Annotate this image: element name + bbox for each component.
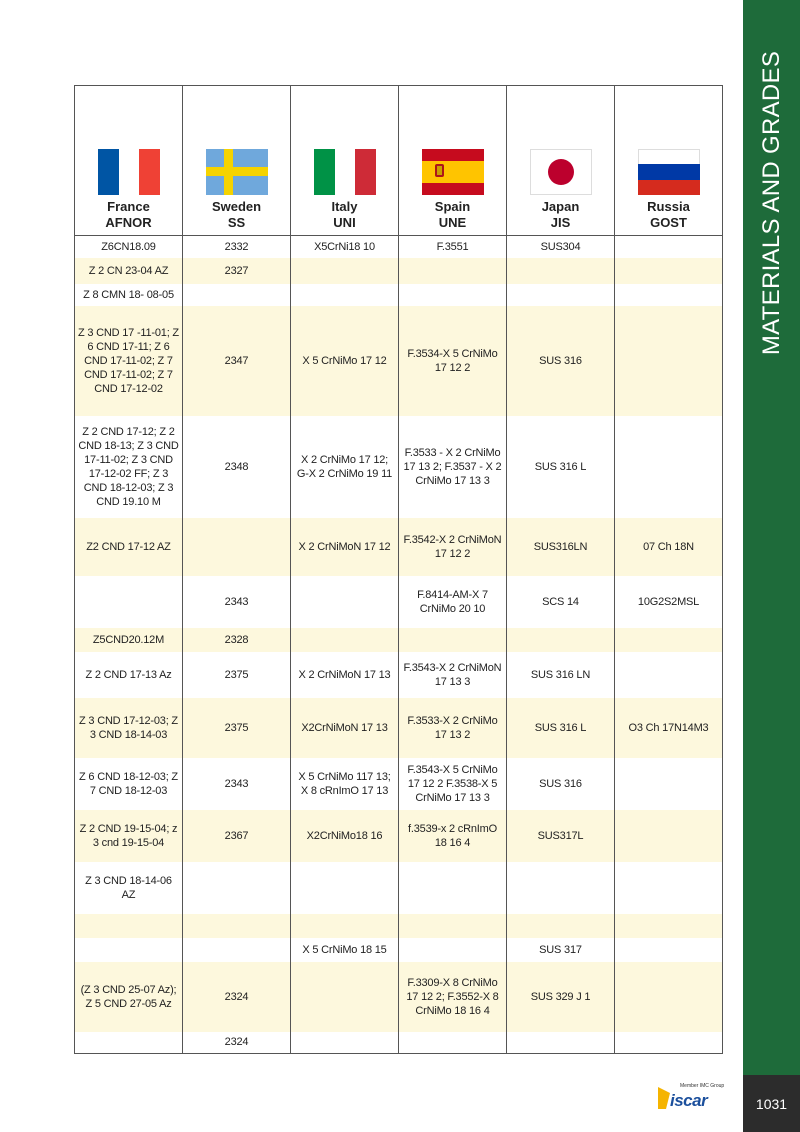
standard-name: AFNOR: [105, 215, 152, 230]
grade-cell: Z 2 CND 17-13 Az: [75, 652, 183, 698]
grade-cell: [507, 914, 615, 938]
country-name: Spain: [434, 199, 471, 214]
grade-cell: [399, 862, 507, 914]
grade-cell: SUS 316 L: [507, 416, 615, 518]
iscar-logo: [658, 1083, 725, 1113]
grade-cell: F.3543-X 2 CrNiMoN 17 13 3: [399, 652, 507, 698]
country-name: Japan: [541, 199, 580, 214]
grade-cell: 07 Ch 18N: [615, 518, 723, 576]
grade-cell: [399, 914, 507, 938]
grade-cell: Z 8 CMN 18- 08-05: [75, 284, 183, 306]
japan-flag-icon: [530, 149, 592, 195]
table-header-row: [75, 86, 723, 236]
grade-cell: (Z 3 CND 25-07 Az); Z 5 CND 27-05 Az: [75, 962, 183, 1032]
grade-cell: 2375: [183, 698, 291, 758]
grade-cell: [291, 258, 399, 284]
table-row: [75, 758, 723, 810]
italy-flag-icon: [314, 149, 376, 195]
sweden-flag-icon: [206, 149, 268, 195]
grade-cell: [507, 284, 615, 306]
grade-cell: [291, 284, 399, 306]
table-row: [75, 284, 723, 306]
spain-flag-icon: [422, 149, 484, 195]
col-header-france: [75, 86, 183, 236]
standard-name: GOST: [650, 215, 687, 230]
grade-cell: SUS304: [507, 236, 615, 258]
col-header-japan: [507, 86, 615, 236]
grade-cell: [399, 284, 507, 306]
grade-cell: [291, 962, 399, 1032]
grade-cell: X5CrNi18 10: [291, 236, 399, 258]
grade-cell: [399, 938, 507, 962]
grade-cell: Z 2 CND 19-15-04; z 3 cnd 19-15-04: [75, 810, 183, 862]
grade-cell: 10G2S2MSL: [615, 576, 723, 628]
france-flag-icon: [98, 149, 160, 195]
grade-cell: [183, 284, 291, 306]
table-row: [75, 306, 723, 416]
material-grades-table: [74, 85, 723, 1054]
table-row: [75, 628, 723, 652]
grade-cell: [291, 914, 399, 938]
standard-name: UNE: [438, 215, 467, 230]
grade-cell: X 5 CrNiMo 18 15: [291, 938, 399, 962]
logo-wordmark: iscar: [670, 1091, 708, 1110]
grade-cell: [291, 1032, 399, 1054]
table-row: [75, 1032, 723, 1054]
grade-cell: [615, 758, 723, 810]
grade-cell: [615, 258, 723, 284]
grade-cell: 2327: [183, 258, 291, 284]
grade-cell: F.3533 - X 2 CrNiMo 17 13 2; F.3537 - X 2 CrNiMo 17 13 3: [399, 416, 507, 518]
table-row: [75, 862, 723, 914]
grade-cell: SUS317L: [507, 810, 615, 862]
grade-cell: 2347: [183, 306, 291, 416]
section-title: MATERIALS AND GRADES: [757, 50, 785, 356]
table-row: [75, 652, 723, 698]
col-header-italy: [291, 86, 399, 236]
grade-cell: F.3542-X 2 CrNiMoN 17 12 2: [399, 518, 507, 576]
standard-name: SS: [227, 215, 246, 230]
grade-cell: X 5 CrNiMo 117 13; X 8 cRnImO 17 13: [291, 758, 399, 810]
grade-cell: 2324: [183, 962, 291, 1032]
standard-name: JIS: [550, 215, 571, 230]
grade-cell: [615, 416, 723, 518]
grade-cell: 2367: [183, 810, 291, 862]
grade-cell: [183, 938, 291, 962]
grade-cell: [183, 518, 291, 576]
grade-cell: [399, 628, 507, 652]
table-row: [75, 810, 723, 862]
grade-cell: Z 6 CND 18-12-03; Z 7 CND 18-12-03: [75, 758, 183, 810]
grade-cell: F.3533-X 2 CrNiMo 17 13 2: [399, 698, 507, 758]
page-number: 1031: [743, 1075, 800, 1132]
grade-cell: Z 3 CND 17 -11-01; Z 6 CND 17-11; Z 6 CND 17-11-02; Z 7 CND 17-11-02; Z 7 CND 17-12-02: [75, 306, 183, 416]
grade-cell: SUS 329 J 1: [507, 962, 615, 1032]
grade-cell: Z 3 CND 17-12-03; Z 3 CND 18-14-03: [75, 698, 183, 758]
grade-cell: X2CrNiMo18 16: [291, 810, 399, 862]
grade-cell: SUS 316: [507, 758, 615, 810]
grade-cell: F.3534-X 5 CrNiMo 17 12 2: [399, 306, 507, 416]
country-name: Russia: [647, 199, 690, 214]
grade-cell: SUS316LN: [507, 518, 615, 576]
grade-cell: X2CrNiMoN 17 13: [291, 698, 399, 758]
grade-cell: Z 3 CND 18-14-06 AZ: [75, 862, 183, 914]
grade-cell: SUS 316 LN: [507, 652, 615, 698]
table-row: [75, 236, 723, 258]
col-header-spain: [399, 86, 507, 236]
grade-cell: [291, 628, 399, 652]
grade-cell: [615, 306, 723, 416]
grade-cell: SUS 316: [507, 306, 615, 416]
standard-name: UNI: [333, 215, 356, 230]
grade-cell: [507, 1032, 615, 1054]
grade-cell: [75, 914, 183, 938]
country-name: Sweden: [211, 199, 262, 214]
grade-cell: [615, 914, 723, 938]
grade-cell: 2343: [183, 758, 291, 810]
grade-cell: [615, 938, 723, 962]
grade-cell: F.3551: [399, 236, 507, 258]
grade-cell: Z6CN18.09: [75, 236, 183, 258]
grade-cell: F.3309-X 8 CrNiMo 17 12 2; F.3552-X 8 CrNiMo 18 16 4: [399, 962, 507, 1032]
grade-cell: Z2 CND 17-12 AZ: [75, 518, 183, 576]
grade-cell: [291, 862, 399, 914]
grade-cell: X 2 CrNiMoN 17 13: [291, 652, 399, 698]
grade-cell: 2375: [183, 652, 291, 698]
country-name: Italy: [331, 199, 358, 214]
col-header-sweden: [183, 86, 291, 236]
grade-cell: [507, 628, 615, 652]
grade-cell: X 2 CrNiMoN 17 12: [291, 518, 399, 576]
grade-cell: [615, 810, 723, 862]
grade-cell: [75, 938, 183, 962]
grade-cell: 2324: [183, 1032, 291, 1054]
grade-cell: [615, 284, 723, 306]
grade-cell: [615, 962, 723, 1032]
grade-cell: Z 2 CN 23-04 AZ: [75, 258, 183, 284]
grade-cell: [507, 258, 615, 284]
grade-cell: [507, 862, 615, 914]
grade-cell: [615, 652, 723, 698]
table-row: [75, 698, 723, 758]
grade-cell: [183, 862, 291, 914]
grade-cell: [291, 576, 399, 628]
grade-cell: [75, 1032, 183, 1054]
table-row: [75, 258, 723, 284]
grade-cell: X 2 CrNiMo 17 12; G-X 2 CrNiMo 19 11: [291, 416, 399, 518]
grade-cell: 2343: [183, 576, 291, 628]
grade-cell: SUS 316 L: [507, 698, 615, 758]
grade-cell: Z 2 CND 17-12; Z 2 CND 18-13; Z 3 CND 17-11-02; Z 3 CND 17-12-02 FF; Z 3 CND 18-12-03; Z 3 CND 19.10 M: [75, 416, 183, 518]
grade-cell: F.3543-X 5 CrNiMo 17 12 2 F.3538-X 5 CrNiMo 17 13 3: [399, 758, 507, 810]
grade-cell: [399, 258, 507, 284]
table-row: [75, 938, 723, 962]
grade-cell: [615, 236, 723, 258]
grade-cell: SUS 317: [507, 938, 615, 962]
grade-cell: f.3539-x 2 cRnImO 18 16 4: [399, 810, 507, 862]
grade-cell: SCS 14: [507, 576, 615, 628]
grade-cell: [75, 576, 183, 628]
grade-cell: 2348: [183, 416, 291, 518]
grade-cell: Z5CND20.12M: [75, 628, 183, 652]
table-row: [75, 914, 723, 938]
grade-cell: [183, 914, 291, 938]
col-header-russia: [615, 86, 723, 236]
table-row: [75, 416, 723, 518]
table-row: [75, 576, 723, 628]
grade-cell: [399, 1032, 507, 1054]
russia-flag-icon: [638, 149, 700, 195]
country-name: France: [107, 199, 150, 214]
grade-cell: [615, 862, 723, 914]
table-row: [75, 962, 723, 1032]
table-row: [75, 518, 723, 576]
grade-cell: [615, 628, 723, 652]
grade-cell: 2328: [183, 628, 291, 652]
grade-cell: X 5 CrNiMo 17 12: [291, 306, 399, 416]
grade-cell: 2332: [183, 236, 291, 258]
grade-cell: [615, 1032, 723, 1054]
logo-tagline: Member IMC Group: [680, 1083, 725, 1089]
grade-cell: F.8414-AM-X 7 CrNiMo 20 10: [399, 576, 507, 628]
grade-cell: O3 Ch 17N14M3: [615, 698, 723, 758]
logo-mark-icon: [658, 1087, 670, 1109]
